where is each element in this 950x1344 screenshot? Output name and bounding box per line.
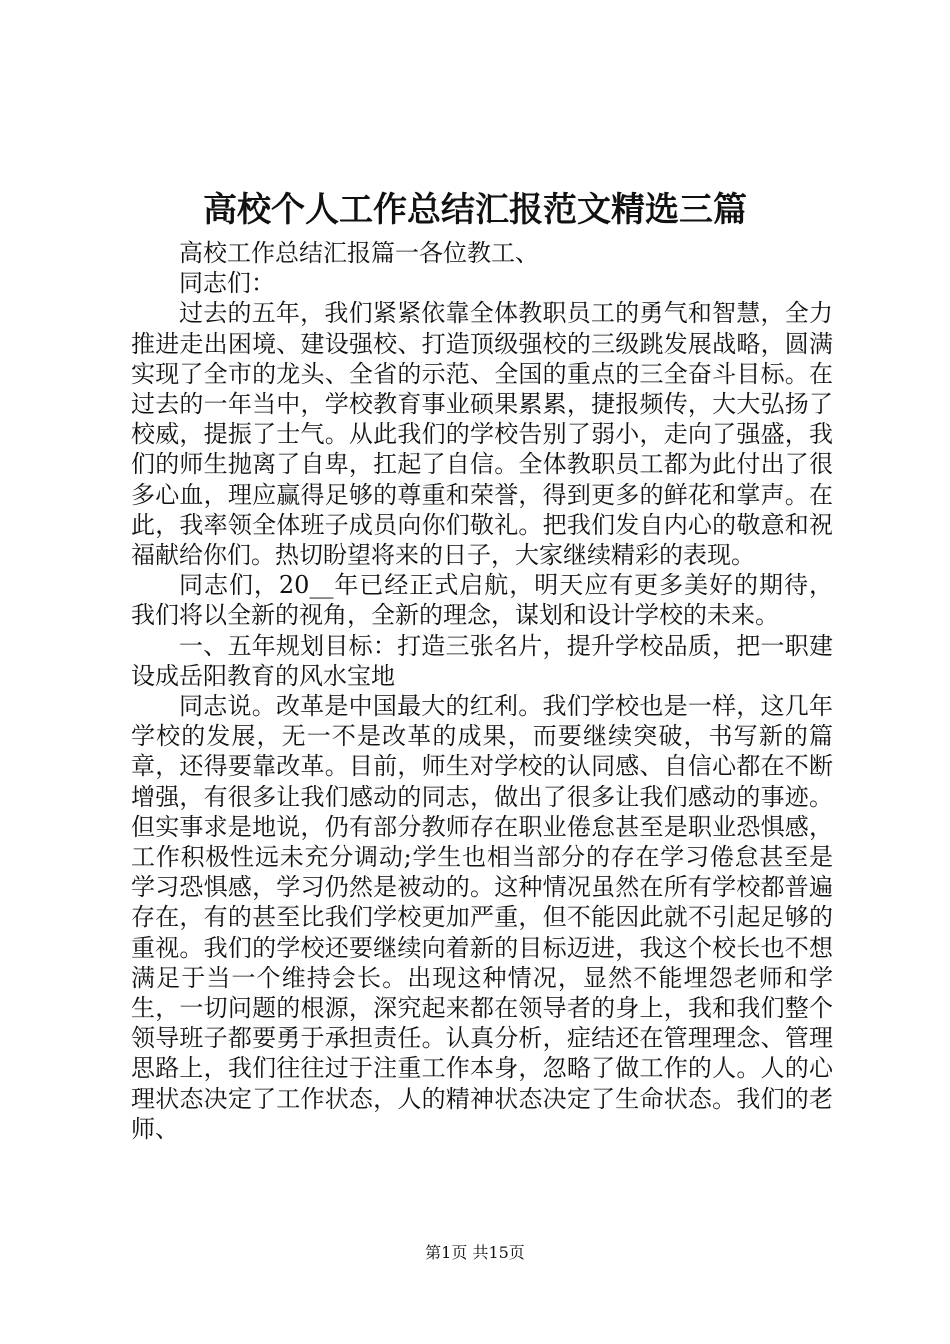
document-body [131,238,833,1144]
page-footer: 第1页 共15页 [425,1243,525,1262]
paragraph-greeting: 同志们： [179,269,275,298]
paragraph-reform: 同志说。改革是中国最大的红利。我们学校也是一样，这几年学校的发展，无一不是改革的成果，而要继续突破，书写新的篇章，还得要靠改革。目前，师生对学校的认同感、自信心都在不断增强，有很多让我们感动的同志，做出了很多让我们感动的事迹。但实事求是地说，仍有部分教师存在职业倦怠甚至是职业恐惧感，工作积极性远未充分调动;学生也相当部分的存在学习倦怠甚至是学习恐惧感，学习仍然是被动的。这种情况虽然在所有学校都普遍存在，有的甚至比我们学校更加严重，但不能因此就不引起足够的重视。我们的学校还要继续向着新的目标迈进，我这个校长也不想满足于当一个维持会长。出现这种情况，显然不能埋怨老师和学生，一切问题的根源，深究起来都在领导者的身上，我和我们整个领导班子都要勇于承担责任。认真分析，症结还在管理理念、管理思路上，我们往往过于注重工作本身，忽略了做工作的人。人的心理状态决定了工作状态，人的精神状态决定了生命状态。我们的老师、 [131,692,833,1143]
paragraph-section-heading: 一、五年规划目标：打造三张名片，提升学校品质，把一职建设成岳阳教育的风水宝地 [131,631,833,690]
paragraph-greeting-heading: 高校工作总结汇报篇一各位教工、 [179,239,539,267]
paragraph-review: 过去的五年，我们紧紧依靠全体教职员工的勇气和智慧，全力推进走出困境、建设强校、打造顶级强校的三级跳发展战略，圆满实现了全市的龙头、全省的示范、全国的重点的三全奋斗目标。在过去的一年当中，学校教育事业硕果累累，捷报频传，大大弘扬了校威，提振了士气。从此我们的学校告别了弱小，走向了强盛，我们的师生抛离了自卑，扛起了自信。全体教职员工都为此付出了很多心血，理应赢得足够的尊重和荣誉，得到更多的鲜花和掌声。在此，我率领全体班子成员向你们敬礼。把我们发自内心的敬意和祝福献给你们。热切盼望将来的日子，大家继续精彩的表现。 [131,299,833,570]
document-title: 高校个人工作总结汇报范文精选三篇 [203,190,747,230]
paragraph-outlook: 同志们，20__年已经正式启航，明天应有更多美好的期待，我们将以全新的视角，全新的理念，谋划和设计学校的未来。 [131,571,833,630]
